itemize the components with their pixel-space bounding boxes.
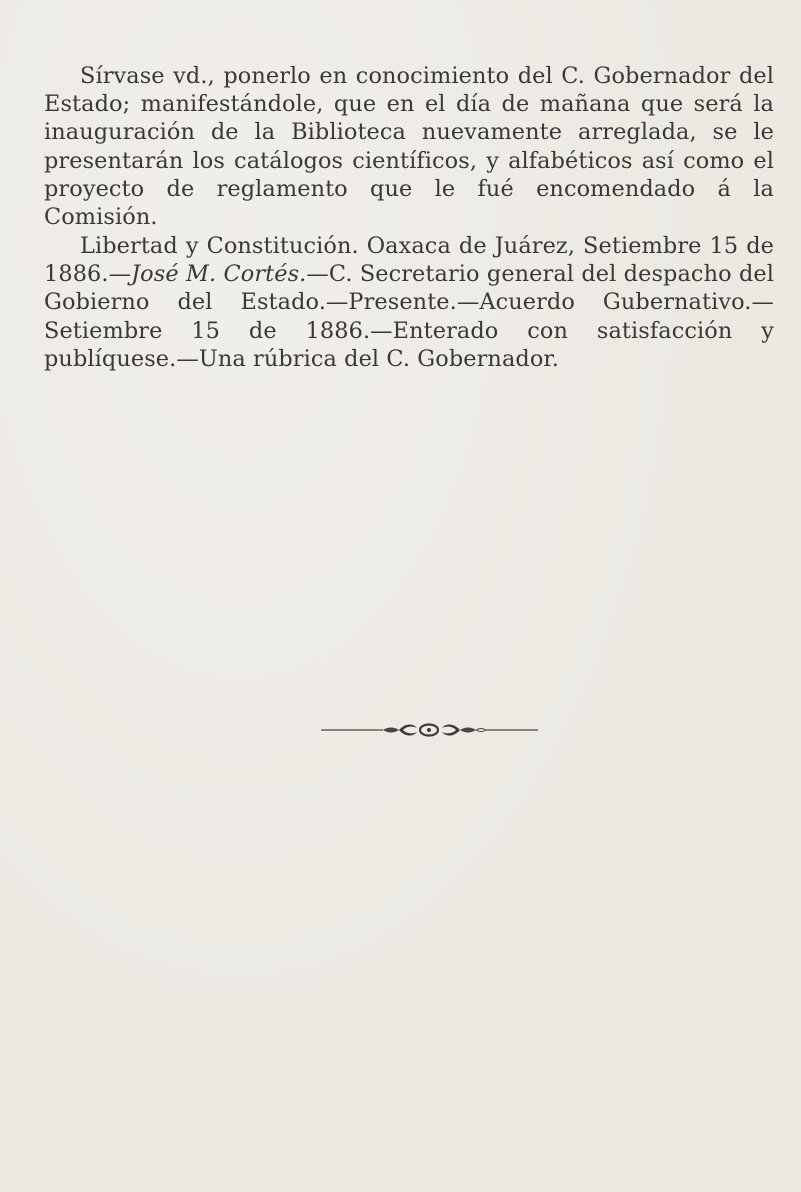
closing-text-end: —C. Secretario general del despacho del Gobierno del Estado.—Presente.—Acuerdo Gubernativo.—Setiembre 15 de 1886.—Enterado con satisfacción y publíquese.—Una rúbrica del C. Gobernador. bbox=[44, 261, 774, 372]
paragraph-request: Sírvase vd., ponerlo en conocimiento del C. Gobernador del Estado; manifestándole, que en el día de mañana que será la inauguración de la Biblioteca nuevamente arreglada, se le presentarán los catálogos científicos, y alfabéticos así como el proyecto de reglamento que le fué encomendado á la Comisión. bbox=[44, 63, 774, 231]
signature-name: José M. Cortés. bbox=[131, 261, 307, 288]
paragraph-closing bbox=[44, 232, 774, 373]
show-through-bleed bbox=[60, 760, 760, 1080]
decorative-divider-ornament bbox=[321, 722, 538, 738]
closing-text-start: Libertad y Constitución. Oaxaca de Juárez, Setiembre 15 de 1886.— bbox=[44, 233, 774, 288]
